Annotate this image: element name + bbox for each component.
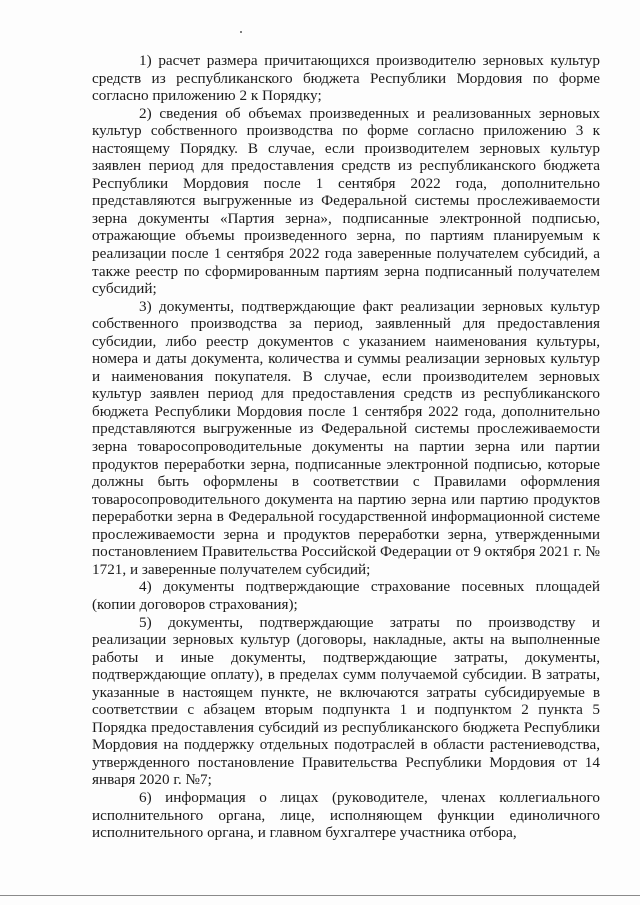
paragraph-item-6: 6) информация о лицах (руководителе, членах коллегиального исполнительного органа, лице, исполняющем функции единоличного исполнительного органа, и главном бухгалтере участника отбора, [92,788,600,842]
document-body [92,52,600,842]
paragraph-item-5: 5) документы, подтверждающие затраты по производству и реализации зерновых культур (договоры, накладные, акты на выполненные работы и иные документы, подтверждающие затраты, документы, подтверждающие оплату), в пределах сумм получаемой субсидии. В затраты, указанные в настоящем пункте, не включаются затраты субсидируемые в соответствии с абзацем вторым подпункта 1 и подпунктом 2 пункта 5 Порядка предоставления субсидий из республиканского бюджета Республики Мордовия на поддержку отдельных подотраслей в области растениеводства, утвержденного постановление Правительства Республики Мордовия от 14 января 2020 г. №7; [92,613,600,789]
paragraph-item-2: 2) сведения об объемах произведенных и реализованных зерновых культур собственного производства по форме согласно приложению 3 к настоящему Порядку. В случае, если производителем зерновых культур заявлен период для предоставления средств из республиканского бюджета Республики Мордовия после 1 сентября 2022 года, дополнительно представляются выгруженные из Федеральной системы прослеживаемости зерна документы «Партия зерна», подписанные электронной подписью, отражающие объемы произведенного зерна, по партиям планируемым к реализации после 1 сентября 2022 года заверенные получателем субсидий, а также реестр по сформированным партиям зерна подписанный получателем субсидий; [92,104,600,298]
paragraph-item-1: 1) расчет размера причитающихся производителю зерновых культур средств из республиканского бюджета Республики Мордовия по форме согласно приложению 2 к Порядку; [92,52,600,105]
scan-speck [240,31,242,33]
paragraph-item-3: 3) документы, подтверждающие факт реализации зерновых культур собственного производства за период, заявленный для предоставления субсидии, либо реестр документов с указанием наименования культуры, номера и даты документа, количества и суммы реализации зерновых культур и наименования покупателя. В случае, если производителем зерновых культур заявлен период для предоставления средств из республиканского бюджета Республики Мордовия после 1 сентября 2022 года, дополнительно представляются выгруженные из Федеральной системы прослеживаемости зерна товаросопроводительные документы на партии зерна или партии продуктов переработки зерна, подписанные электронной подписью, которые должны быть оформлены в соответствии с Правилами оформления товаросопроводительного документа на партию зерна или партию продуктов переработки зерна в Федеральной государственной информационной системе прослеживаемости зерна и продуктов переработки зерна, утвержденными постановлением Правительства Российской Федерации от 9 октября 2021 г. № 1721, и заверенные получателем субсидий; [92,297,600,578]
page-bottom-edge [0,895,640,896]
paragraph-item-4: 4) документы подтверждающие страхование посевных площадей (копии договоров страхования); [92,578,600,613]
